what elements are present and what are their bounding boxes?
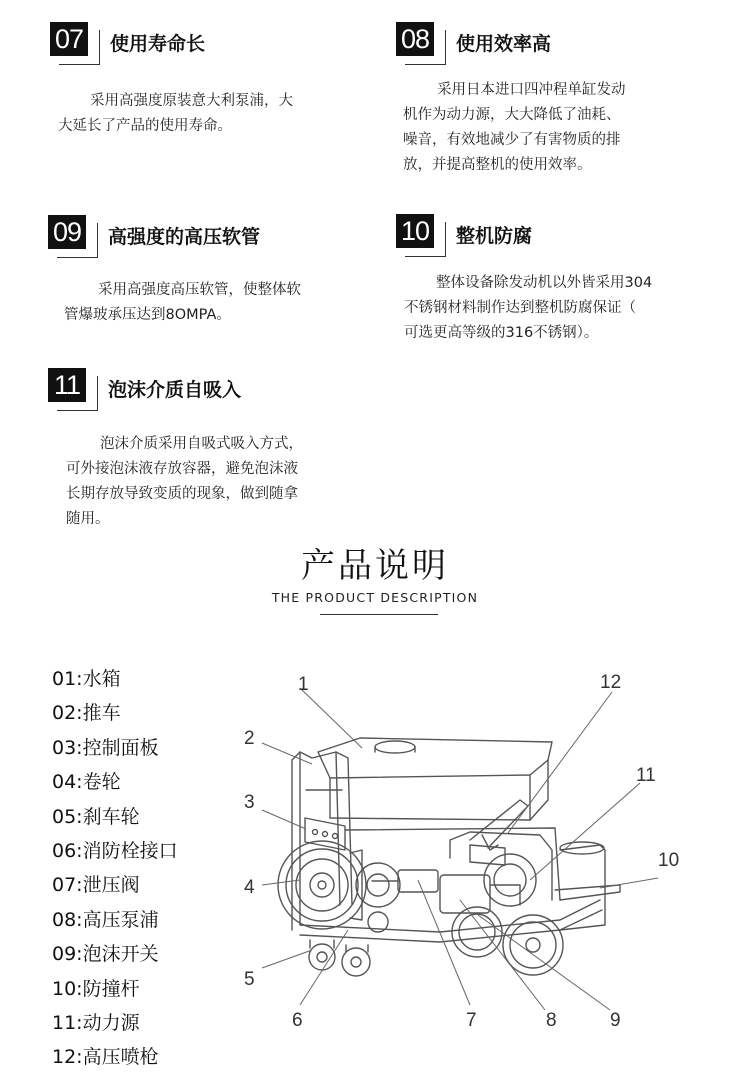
callout-label: 2 [244, 728, 255, 749]
part-item: 05:刹车轮 [52, 805, 140, 828]
part-item: 01:水箱 [52, 668, 121, 690]
callout-label: 3 [244, 792, 255, 813]
description-line: 噪音，有效地减少了有害物质的排 [403, 132, 621, 148]
feature-description [64, 278, 301, 328]
machine-diagram [0, 640, 750, 1080]
description-line: 采用日本进口四冲程单缸发动 [437, 82, 626, 98]
callout-label: 8 [546, 1010, 557, 1031]
part-item: 10:防撞杆 [52, 977, 140, 1000]
callout-label: 12 [600, 672, 622, 693]
part-item: 04:卷轮 [52, 771, 121, 794]
description-line: 可外接泡沫液存放容器，避免泡沫液 [66, 461, 298, 477]
feature-description [66, 432, 303, 532]
part-item: 07:泄压阀 [52, 874, 140, 897]
callout-label: 1 [298, 674, 309, 695]
feature-number-badge: 08 [396, 22, 434, 56]
callout-label: 4 [244, 877, 255, 898]
part-item: 11:动力源 [52, 1011, 140, 1034]
machine-drawing [278, 738, 620, 976]
feature-title: 使用效率高 [456, 33, 552, 55]
part-item: 08:高压泵浦 [52, 908, 159, 931]
feature-title: 高强度的高压软管 [108, 226, 261, 248]
feature-title: 泡沫介质自吸入 [108, 379, 242, 401]
feature-title: 使用寿命长 [110, 33, 206, 55]
description-line: 放，并提高整机的使用效率。 [403, 157, 592, 173]
part-item: 03:控制面板 [52, 736, 159, 759]
part-item: 06:消防栓接口 [52, 839, 178, 862]
description-line: 不锈钢材料制作达到整机防腐保证（ [404, 300, 636, 316]
description-line: 大延长了产品的使用寿命。 [58, 118, 232, 134]
feature-description [403, 78, 626, 178]
description-line: 管爆玻承压达到8OMPA。 [64, 307, 231, 323]
part-item: 02:推车 [52, 702, 121, 725]
section-subtitle: THE PRODUCT DESCRIPTION [271, 590, 479, 605]
callout-label: 10 [658, 850, 680, 871]
callout-label: 11 [636, 765, 656, 786]
description-line: 采用高强度高压软管，使整体软 [98, 282, 301, 298]
callout-label: 5 [244, 969, 255, 990]
description-line: 采用高强度原装意大利泵浦，大 [90, 93, 293, 109]
description-line: 整体设备除发动机以外皆采用304 [436, 275, 653, 291]
description-line: 泡沫介质采用自吸式吸入方式， [100, 436, 303, 452]
feature-number-badge: 07 [50, 22, 88, 56]
description-line: 可选更高等级的316不锈钢）。 [404, 325, 599, 341]
section-title: 产品说明 [301, 546, 449, 586]
feature-number-badge: 10 [396, 214, 434, 248]
callout-label: 6 [292, 1010, 303, 1031]
feature-title: 整机防腐 [456, 225, 533, 247]
part-item: 12:高压喷枪 [52, 1046, 159, 1069]
part-item: 09:泡沫开关 [52, 943, 159, 966]
description-line: 随用。 [66, 511, 110, 527]
feature-number-badge: 09 [48, 215, 86, 249]
callout-label: 9 [610, 1010, 621, 1031]
callout-label: 7 [466, 1010, 477, 1031]
feature-number-badge: 11 [48, 368, 86, 402]
section-divider [320, 614, 438, 615]
description-line: 长期存放导致变质的现象，做到随拿 [66, 486, 298, 502]
description-line: 机作为动力源，大大降低了油耗、 [403, 107, 621, 123]
feature-description [404, 271, 652, 346]
feature-description [58, 89, 293, 139]
